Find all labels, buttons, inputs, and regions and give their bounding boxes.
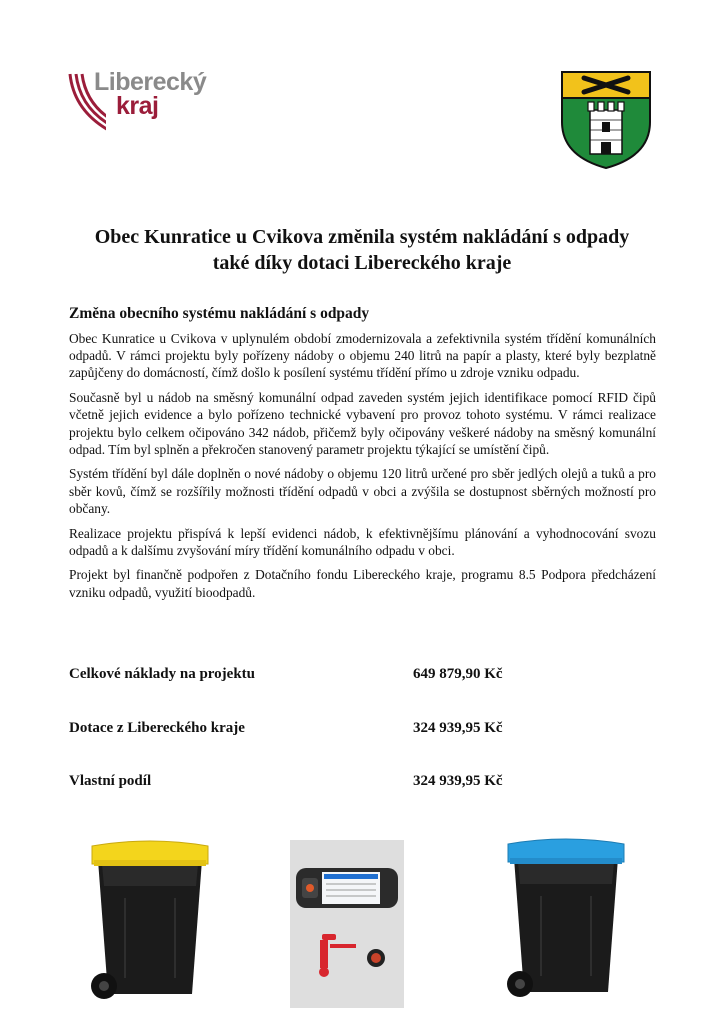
paragraph: Obec Kunratice u Cvikova v uplynulém období zmodernizovala a zefektivnila systém třídění komunálních odpadů. V rámci projektu byly pořízeny nádoby o objemu 240 litrů na papír a plasty, které byly bezplatně zapůjčeny do domácností, čímž došlo k posílení systému třídění přímo u zdroje vzniku odpadu.	[69, 331, 656, 381]
logo-line2: kraj	[116, 92, 159, 120]
page-title-line1: Obec Kunratice u Cvikova změnila systém nakládání s odpady	[94, 226, 630, 248]
cost-value: 324 939,95 Kč	[413, 720, 503, 736]
blue-bin-photo	[504, 836, 628, 1008]
paragraph: Současně byl u nádob na směsný komunální odpad zaveden systém jejich identifikace pomocí RFID čipů včetně jejich evidence a bylo pořízeno technické vybavení pro provoz tohoto systému. V rámci realizace projektu bylo celkem očipováno 342 nádob, přičemž byly očipovány veškeré nádoby na směsný komunální odpad. Tím byl splněn a překročen stanovený parametr projektu týkající se umístění čipů.	[69, 390, 656, 457]
page-title	[30, 224, 694, 276]
page-title-line2: také díky dotaci Libereckého kraje	[212, 252, 512, 274]
paragraph: Systém třídění byl dále doplněn o nové nádoby o objemu 120 litrů určené pro sběr jedlých olejů a tuků a pro sběr kovů, čímž se rozšířily možnosti třídění odpadů v obci a zvýšila se dostupnost sběrných možností pro občany.	[69, 466, 656, 516]
cost-value: 649 879,90 Kč	[413, 666, 503, 682]
cost-value: 324 939,95 Kč	[413, 773, 503, 789]
rfid-reader-photo	[290, 840, 404, 1008]
cost-label: Dotace z Libereckého kraje	[69, 720, 245, 736]
paragraph: Projekt byl finančně podpořen z Dotačního fondu Libereckého kraje, programu 8.5 Podpora předcházení vzniku odpadů, využití bioodpadů.	[69, 567, 656, 600]
section-heading: Změna obecního systému nakládání s odpady	[69, 305, 370, 322]
yellow-bin-photo	[88, 838, 212, 1010]
paragraph: Realizace projektu přispívá k lepší evidenci nádob, k efektivnějšímu plánování a vyhodnocování svozu odpadů a k dalšímu zvyšování míry třídění komunálního odpadu v obci.	[69, 525, 656, 558]
logo-text	[94, 70, 206, 118]
logo-line1: Liberecký	[94, 68, 207, 96]
cost-label: Vlastní podíl	[69, 773, 152, 789]
article-body	[69, 330, 656, 608]
municipal-crest-icon	[560, 70, 652, 170]
cost-label: Celkové náklady na projektu	[69, 666, 256, 682]
liberecky-kraj-logo	[66, 68, 216, 130]
